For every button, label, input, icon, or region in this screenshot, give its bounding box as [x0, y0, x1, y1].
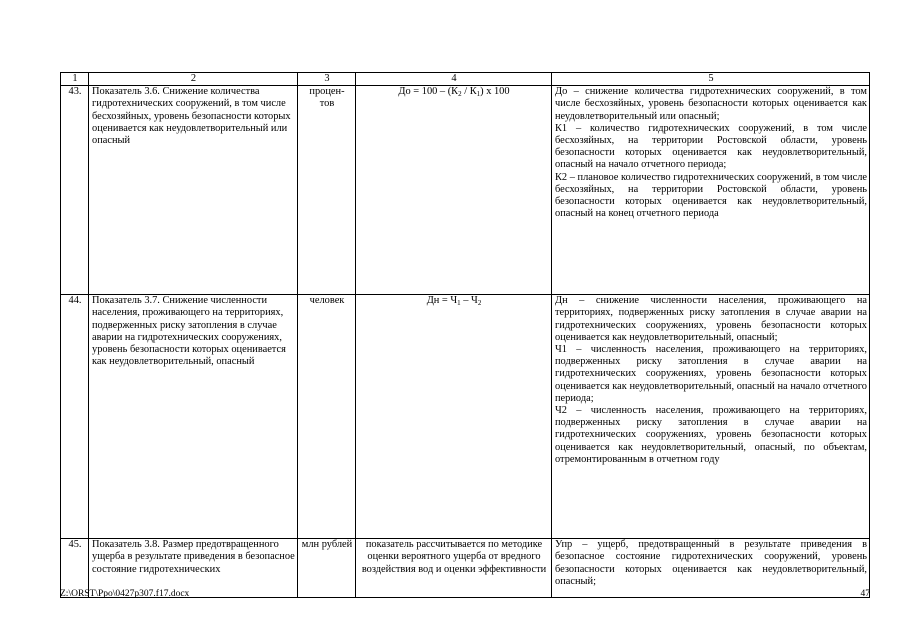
description-cell	[552, 539, 870, 598]
table-row-43	[61, 86, 870, 295]
description-cell	[552, 86, 870, 295]
unit-cell: процен- тов	[298, 86, 356, 295]
description-cell	[552, 295, 870, 539]
table-header-row	[61, 73, 870, 86]
formula-cell: показатель рассчитывается по методике оценки вероятного ущерба от вредного воздействия вод и оценки эффективности	[356, 539, 552, 598]
formula-cell: До = $100 - (К_2 / К_1)$ х 100	[356, 86, 552, 295]
description-paragraph: К1 – количество гидротехнических сооружений, в том числе бесхозяйных, на территории Ростовской области, уровень безопасности которых оценивается как неудовлетворительный, опасный на начало отчетного периода;	[555, 122, 867, 171]
page-number: 47	[860, 589, 870, 599]
indicator-name: Показатель 3.6. Снижение количества гидротехнических сооружений, в том числе бесхозяйных, уровень безопасности которых оценивается как неудовлетворительный или опасный	[89, 86, 298, 295]
description-paragraph: Упр – ущерб, предотвращенный в результате приведения в безопасное состояние гидротехнических сооружений, уровень безопасности которых оценивается как неудовлетворительный, опасный;	[555, 539, 867, 587]
row-number: 44.	[61, 295, 89, 539]
description-paragraph: До – снижение количества гидротехнических сооружений, в том числе бесхозяйных, уровень безопасности которых оценивается как неудовлетворительный или опасный;	[555, 86, 867, 122]
unit-cell: млн рублей	[298, 539, 356, 598]
header-cell-1: 1	[61, 73, 89, 86]
file-path-footer: Z:\ORST\Ppo\0427p307.f17.docx	[60, 589, 190, 599]
row-number: 43.	[61, 86, 89, 295]
description-paragraph: Ч1 – численность населения, проживающего на территориях, подверженных риску затопления в случае аварии на гидротехнических сооружениях, уровень безопасности которых оценивается как неудовлетворительный, опасный на начало отчетного периода;	[555, 344, 867, 404]
header-cell-4: 4	[356, 73, 552, 86]
header-cell-2: 2	[89, 73, 298, 86]
row-number: 45.	[61, 539, 89, 598]
indicators-table	[60, 72, 870, 598]
description-paragraph: К2 – плановое количество гидротехнических сооружений, в том числе бесхозяйных, на территории Ростовской области, уровень безопасности которых оценивается как неудовлетворительный, опасный на конец отчетного периода	[555, 171, 867, 220]
description-paragraph: Дн – снижение численности населения, проживающего на территориях, подверженных риску затопления в случае аварии на гидротехнических сооружениях, уровень безопасности которых оценивается как неудовлетворительный, опасный;	[555, 295, 867, 343]
header-cell-5: 5	[552, 73, 870, 86]
indicator-name: Показатель 3.7. Снижение численности населения, проживающего на территориях, подверженных риску затопления в случае аварии на гидротехнических сооружениях, уровень безопасности которых оценивается как неудовлетворительный, опасный	[89, 295, 298, 539]
unit-cell: человек	[298, 295, 356, 539]
formula-cell: Дн = $Ч_1 - Ч_2$	[356, 295, 552, 539]
header-cell-3: 3	[298, 73, 356, 86]
description-paragraph: Ч2 – численность населения, проживающего на территориях, подверженных риску затопления в случае аварии на гидротехнических сооружениях, уровень безопасности которых оценивается как неудовлетворительный, опасный, по объектам, отремонтированным в отчетном году	[555, 405, 867, 465]
table-row-44	[61, 295, 870, 539]
indicator-name: Показатель 3.8. Размер предотвращенного ущерба в результате приведения в безопасное состояние гидротехнических	[89, 539, 298, 598]
